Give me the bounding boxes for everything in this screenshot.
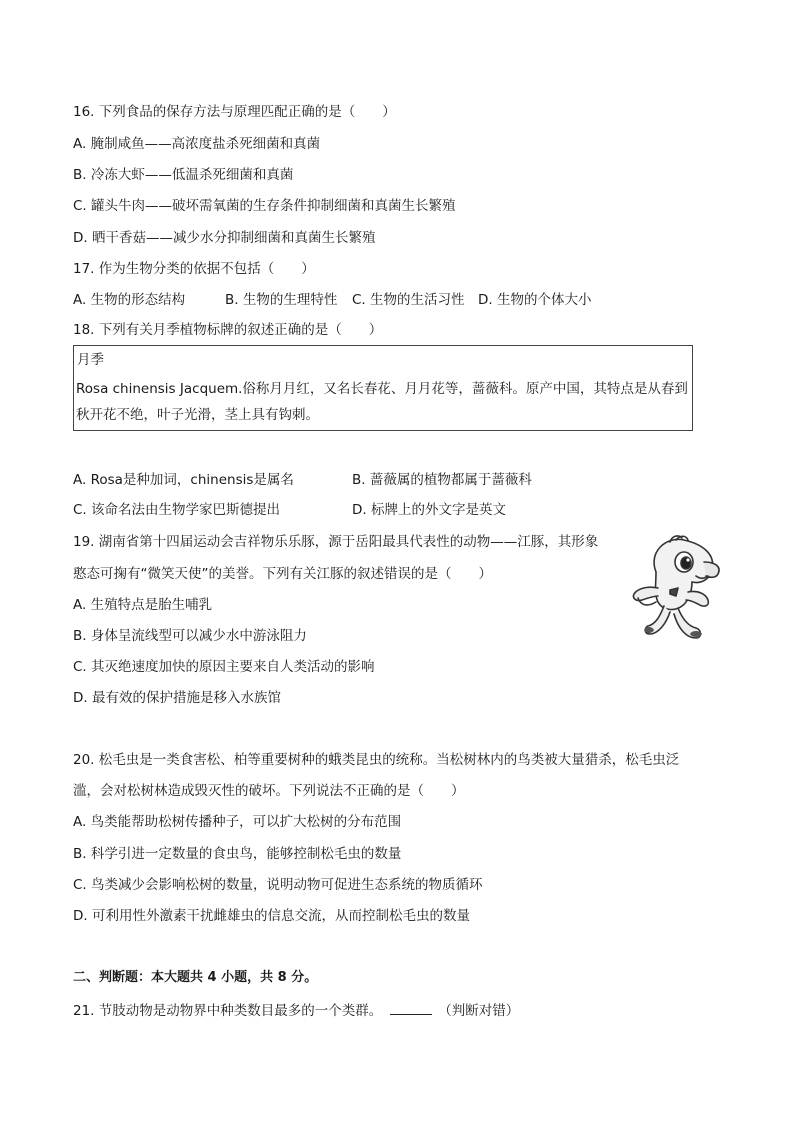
question-19-option-d: D. 最有效的保护措施是移入水族馆 xyxy=(73,690,281,706)
question-16-option-a: A. 腌制咸鱼——高浓度盐杀死细菌和真菌 xyxy=(73,136,321,152)
question-18-option-c: C. 该命名法由生物学家巴斯德提出 xyxy=(73,502,281,518)
question-19-option-c: C. 其灭绝速度加快的原因主要来自人类活动的影响 xyxy=(73,659,375,675)
question-19-stem-line-2: 憨态可掬有“微笑天使”的美誉。下列有关江豚的叙述错误的是（ ） xyxy=(73,566,492,582)
question-16-option-b: B. 冷冻大虾——低温杀死细菌和真菌 xyxy=(73,167,294,183)
question-18-option-b: B. 蔷薇属的植物都属于蔷薇科 xyxy=(352,472,532,488)
question-20-option-c: C. 鸟类减少会影响松树的数量，说明动物可促进生态系统的物质循环 xyxy=(73,877,483,893)
question-17-option-d: D. 生物的个体大小 xyxy=(478,292,592,308)
question-17-option-b: B. 生物的生理特性 xyxy=(225,292,338,308)
question-20-option-b: B. 科学引进一定数量的食虫鸟，能够控制松毛虫的数量 xyxy=(73,846,402,862)
question-20-option-a: A. 鸟类能帮助松树传播种子，可以扩大松树的分布范围 xyxy=(73,814,402,830)
question-16-stem: 16. 下列食品的保存方法与原理匹配正确的是（ ） xyxy=(73,104,396,120)
question-20-stem-line-2: 滥，会对松树林造成毁灭性的破坏。下列说法不正确的是（ ） xyxy=(73,783,465,799)
question-16-option-d: D. 晒干香菇——减少水分抑制细菌和真菌生长繁殖 xyxy=(73,230,376,246)
question-17-option-c: C. 生物的生活习性 xyxy=(352,292,465,308)
porpoise-mascot-illustration xyxy=(626,532,726,644)
plant-label-description: Rosa chinensis Jacquem.俗称月月红，又名长春花、月月花等，蔷薇科。原产中国，其特点是从春到秋开花不绝，叶子光滑，茎上具有钩刺。 xyxy=(76,381,688,423)
question-21 xyxy=(73,1000,519,1021)
question-19-option-b: B. 身体呈流线型可以减少水中游泳阻力 xyxy=(73,628,307,644)
question-21-stem: 21. 节肢动物是动物界中种类数目最多的一个类群。 xyxy=(73,1003,383,1019)
question-20-option-d: D. 可利用性外激素干扰雌雄虫的信息交流，从而控制松毛虫的数量 xyxy=(73,908,470,924)
question-19-stem-line-1: 19. 湖南省第十四届运动会吉祥物乐乐豚，源于岳阳最具代表性的动物——江豚，其形象 xyxy=(73,534,599,550)
answer-blank[interactable] xyxy=(390,1000,432,1015)
question-17-stem: 17. 作为生物分类的依据不包括（ ） xyxy=(73,261,315,277)
question-18-option-d: D. 标牌上的外文字是英文 xyxy=(352,502,506,518)
question-19-option-a: A. 生殖特点是胎生哺乳 xyxy=(73,597,213,613)
plant-label-title: 月季 xyxy=(77,352,104,368)
section-2-heading: 二、判断题：本大题共 4 小题，共 8 分。 xyxy=(73,970,318,985)
question-21-suffix: （判断对错） xyxy=(438,1003,520,1019)
question-18-stem: 18. 下列有关月季植物标牌的叙述正确的是（ ） xyxy=(73,322,383,338)
plant-label-box xyxy=(73,345,693,431)
question-20-stem-line-1: 20. 松毛虫是一类食害松、柏等重要树种的蛾类昆虫的统称。当松树林内的鸟类被大量猎杀，松毛虫泛 xyxy=(73,752,680,768)
question-16-option-c: C. 罐头牛肉——破坏需氧菌的生存条件抑制细菌和真菌生长繁殖 xyxy=(73,198,456,214)
question-17-option-a: A. 生物的形态结构 xyxy=(73,292,186,308)
question-18-option-a: A. Rosa是种加词，chinensis是属名 xyxy=(73,472,294,488)
